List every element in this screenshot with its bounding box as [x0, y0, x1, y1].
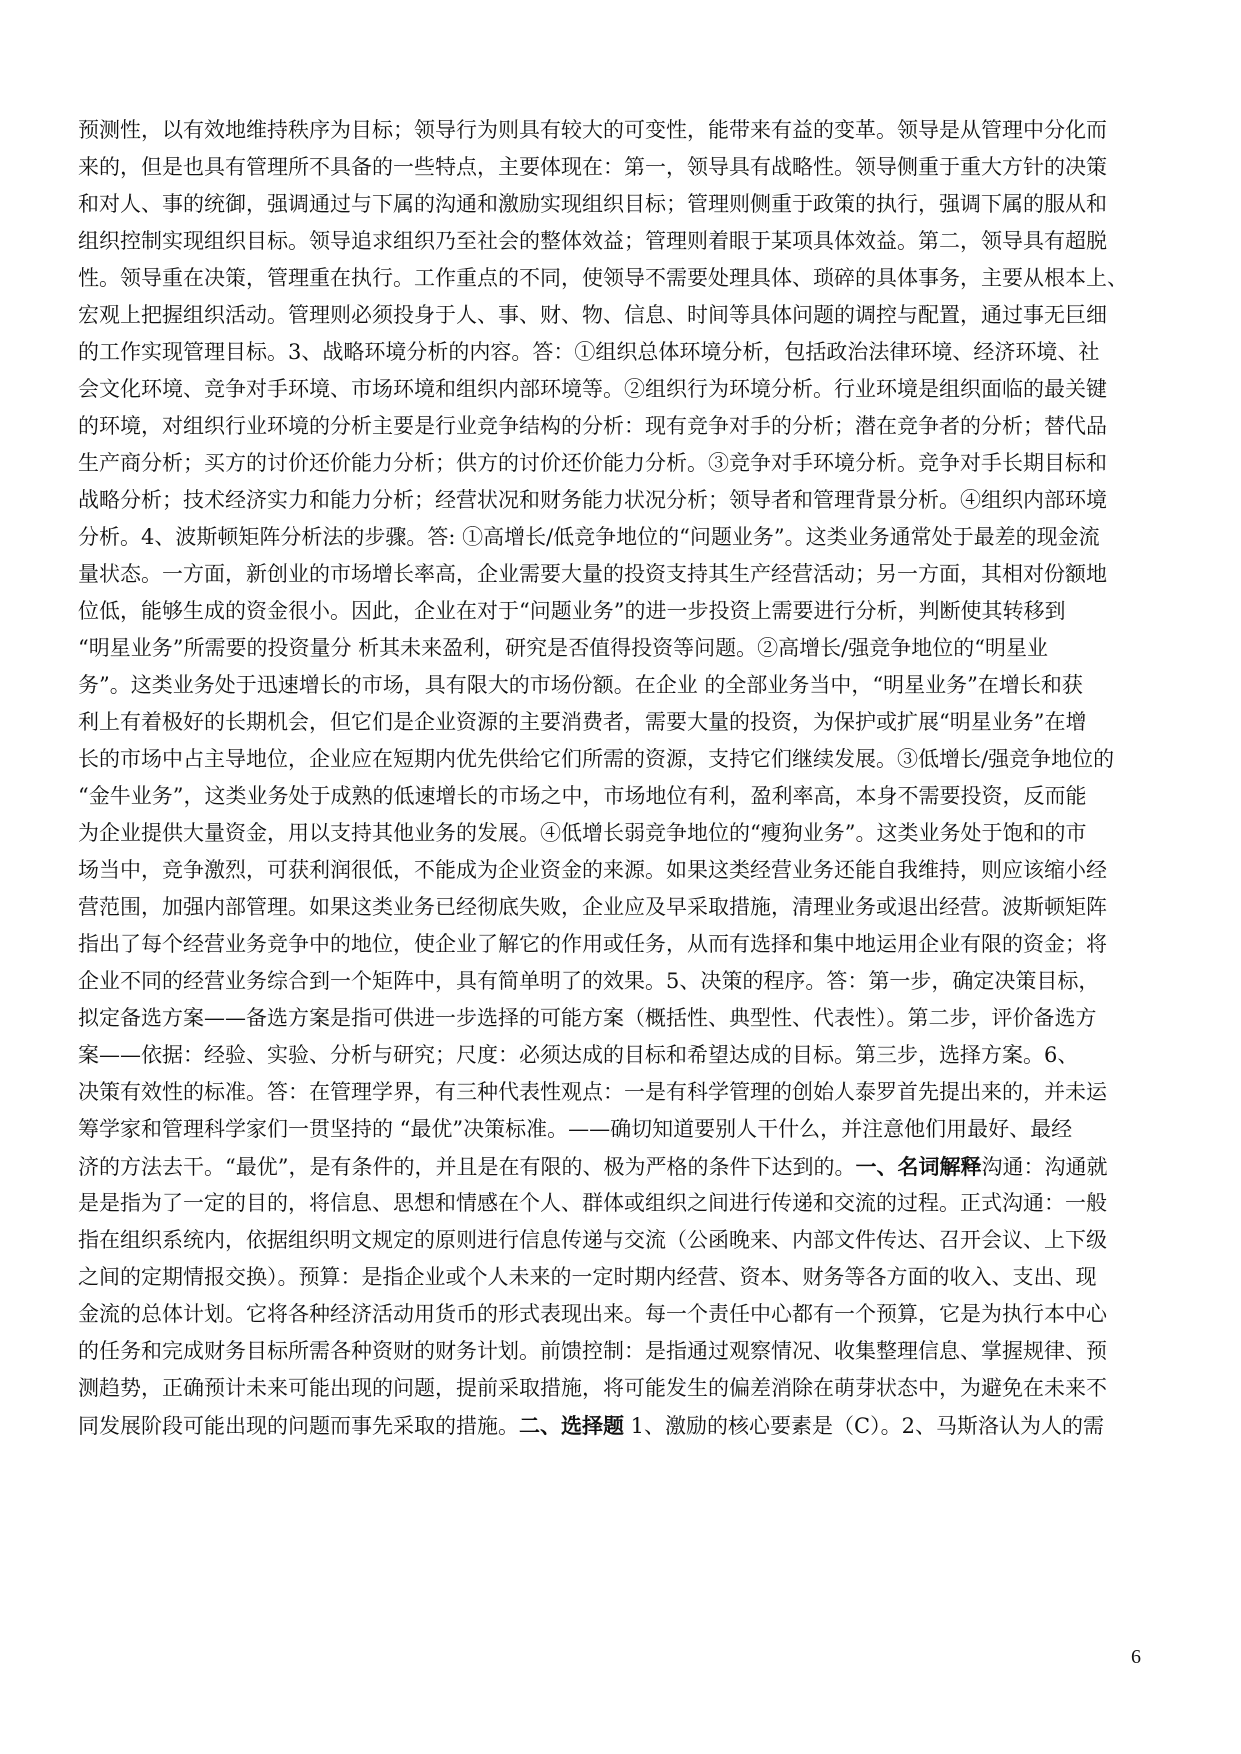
text-line: 的任务和完成财务目标所需各种资财的财务计划。前馈控制：是指通过观察情况、收集整理信息、掌握规律、预 — [78, 1339, 1107, 1363]
text-segment: 同发展阶段可能出现的问题而事先采取的措施。 — [78, 1414, 519, 1438]
text-line: 务”。这类业务处于迅速增长的市场，具有限大的市场份额。在企业 的全部业务当中，“明星业务”在增长和获 — [78, 673, 1083, 697]
text-line: 之间的定期情报交换）。预算：是指企业或个人未来的一定时期内经营、资本、财务等各方面的收入、支出、现 — [78, 1265, 1097, 1289]
section-heading-multiple-choice: 二、选择题 — [519, 1413, 624, 1438]
text-line: 量状态。一方面，新创业的市场增长率高，企业需要大量的投资支持其生产经营活动；另一方面，其相对份额地 — [78, 562, 1107, 586]
text-line: 指在组织系统内，依据组织明文规定的原则进行信息传递与交流（公函晚来、内部文件传达、召开会议、上下级 — [78, 1228, 1107, 1252]
text-line: 营范围，加强内部管理。如果这类业务已经彻底失败，企业应及早采取措施，清理业务或退出经营。波斯顿矩阵 — [78, 895, 1107, 919]
text-line: 金流的总体计划。它将各种经济活动用货币的形式表现出来。每一个责任中心都有一个预算，它是为执行本中心 — [78, 1302, 1107, 1326]
text-line: 的工作实现管理目标。3、战略环境分析的内容。答：①组织总体环境分析，包括政治法律环境、经济环境、社 — [78, 340, 1100, 364]
text-line: 企业不同的经营业务综合到一个矩阵中，具有简单明了的效果。5、决策的程序。答：第一步，确定决策目标， — [78, 969, 1100, 993]
text-line: 长的市场中占主导地位，企业应在短期内优先供给它们所需的资源，支持它们继续发展。③低增长/强竞争地位的 — [78, 747, 1115, 771]
text-segment: 1、激励的核心要素是（C）。2、马斯洛认为人的需 — [624, 1414, 1104, 1438]
text-line: 的环境，对组织行业环境的分析主要是行业竞争结构的分析：现有竞争对手的分析；潜在竞争者的分析；替代品 — [78, 414, 1107, 438]
text-line: 拟定备选方案——备选方案是指可供进一步选择的可能方案（概括性、典型性、代表性）。第二步，评价备选方 — [78, 1006, 1097, 1030]
text-line: 会文化环境、竞争对手环境、市场环境和组织内部环境等。②组织行为环境分析。行业环境是组织面临的最关键 — [78, 377, 1107, 401]
text-line: “明星业务”所需要的投资量分 析其未来盈利，研究是否值得投资等问题。②高增长/强竞争地位的“明星业 — [78, 636, 1048, 660]
text-line: 指出了每个经营业务竞争中的地位，使企业了解它的作用或任务，从而有选择和集中地运用企业有限的资金；将 — [78, 932, 1107, 956]
page-number: 6 — [1131, 1646, 1141, 1668]
text-line: 筹学家和管理科学家们一贯坚持的 “最优”决策标准。——确切知道要别人干什么，并注意他们用最好、最经 — [78, 1117, 1073, 1141]
text-segment: 济的方法去干。“最优”，是有条件的，并且是在有限的、极为严格的条件下达到的。 — [78, 1155, 856, 1179]
text-line: 测趋势，正确预计未来可能出现的问题，提前采取措施，将可能发生的偏差消除在萌芽状态中，为避免在未来不 — [78, 1376, 1107, 1400]
text-line: 来的，但是也具有管理所不具备的一些特点，主要体现在：第一，领导具有战略性。领导侧重于重大方针的决策 — [78, 155, 1107, 179]
text-line: 和对人、事的统御，强调通过与下属的沟通和激励实现组织目标；管理则侧重于政策的执行，强调下属的服从和 — [78, 192, 1107, 216]
text-line: “金牛业务”，这类业务处于成熟的低速增长的市场之中，市场地位有利，盈利率高，本身不需要投资，反而能 — [78, 784, 1087, 808]
body-text — [78, 112, 1158, 1444]
text-line: 为企业提供大量资金，用以支持其他业务的发展。④低增长弱竞争地位的“瘦狗业务”。这类业务处于饱和的市 — [78, 821, 1087, 845]
text-line-with-heading — [78, 1407, 1158, 1444]
text-line: 预测性，以有效地维持秩序为目标；领导行为则具有较大的可变性，能带来有益的变革。领导是从管理中分化而 — [78, 118, 1107, 142]
text-line: 生产商分析；买方的讨价还价能力分析；供方的讨价还价能力分析。③竞争对手环境分析。竞争对手长期目标和 — [78, 451, 1107, 475]
text-line-with-heading — [78, 1148, 1158, 1185]
text-line: 战略分析；技术经济实力和能力分析；经营状况和财务能力状况分析；领导者和管理背景分析。④组织内部环境 — [78, 488, 1107, 512]
text-line: 性。领导重在决策，管理重在执行。工作重点的不同，使领导不需要处理具体、琐碎的具体事务，主要从根本上、 — [78, 266, 1128, 290]
section-heading-glossary: 一、名词解释 — [855, 1154, 982, 1179]
text-line: 组织控制实现组织目标。领导追求组织乃至社会的整体效益；管理则着眼于某项具体效益。第二，领导具有超脱 — [78, 229, 1107, 253]
text-line: 案——依据：经验、实验、分析与研究；尺度：必须达成的目标和希望达成的目标。第三步，选择方案。6、 — [78, 1043, 1079, 1067]
text-line: 分析。4、波斯顿矩阵分析法的步骤。答: ①高增长/低竞争地位的“问题业务”。这类业务通常处于最差的现金流 — [78, 525, 1100, 549]
text-line: 是是指为了一定的目的，将信息、思想和情感在个人、群体或组织之间进行传递和交流的过程。正式沟通：一般 — [78, 1191, 1107, 1215]
text-line: 位低，能够生成的资金很小。因此，企业在对于“问题业务”的进一步投资上需要进行分析，判断使其转移到 — [78, 599, 1066, 623]
text-line: 场当中，竞争激烈，可获利润很低，不能成为企业资金的来源。如果这类经营业务还能自我维持，则应该缩小经 — [78, 858, 1107, 882]
text-line: 利上有着极好的长期机会，但它们是企业资源的主要消费者，需要大量的投资，为保护或扩展“明星业务”在增 — [78, 710, 1087, 734]
text-segment: 沟通：沟通就 — [981, 1155, 1108, 1179]
text-line: 宏观上把握组织活动。管理则必须投身于人、事、财、物、信息、时间等具体问题的调控与配置，通过事无巨细 — [78, 303, 1107, 327]
text-line: 决策有效性的标准。答：在管理学界，有三种代表性观点：一是有科学管理的创始人泰罗首先提出来的，并未运 — [78, 1080, 1107, 1104]
